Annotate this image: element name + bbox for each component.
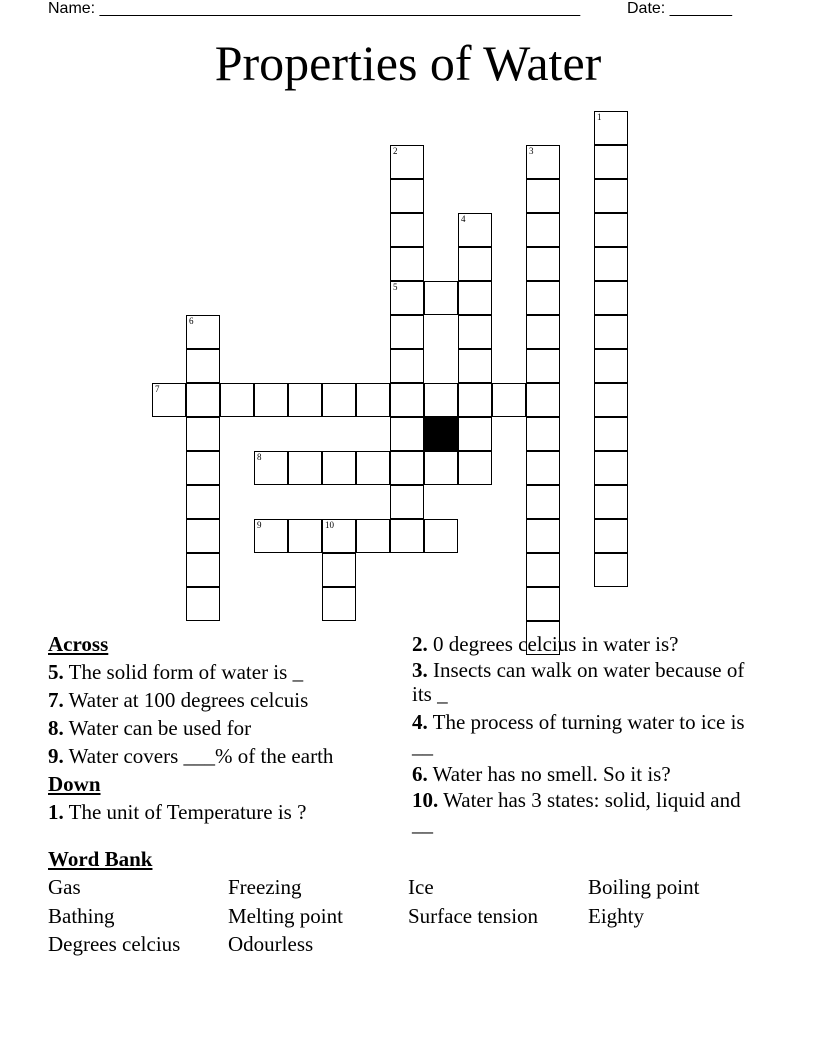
crossword-cell[interactable] [594,111,628,145]
crossword-cell[interactable] [526,247,560,281]
clue-text: The solid form of water is _ [63,660,304,684]
crossword-cell[interactable] [356,383,390,417]
crossword-cell[interactable] [594,145,628,179]
clue-text: Water at 100 degrees celcuis [63,688,309,712]
crossword-cell[interactable] [526,179,560,213]
across-heading: Across [48,632,109,656]
clue-across-7 [48,688,393,716]
crossword-cell[interactable] [186,485,220,519]
crossword-cell[interactable] [458,383,492,417]
clue-down-2 [412,632,762,656]
crossword-cell[interactable] [186,349,220,383]
cell-number: 9 [257,520,262,530]
crossword-cell[interactable] [220,383,254,417]
crossword-cell[interactable] [526,349,560,383]
clues-right-column [412,632,762,840]
crossword-cell[interactable] [186,417,220,451]
clue-text: The process of turning water to ice is __ [412,710,745,758]
crossword-cell[interactable] [526,281,560,315]
crossword-cell[interactable] [594,485,628,519]
clue-number: 10. [412,788,439,812]
clue-number: 8. [48,716,64,740]
word-bank-item: Freezing [228,875,302,899]
crossword-cell[interactable] [458,451,492,485]
crossword-cell[interactable] [594,383,628,417]
down-heading: Down [48,772,101,796]
crossword-cell[interactable] [390,349,424,383]
clue-text: Insects can walk on water because of its _ [412,658,745,706]
crossword-cell[interactable] [254,519,288,553]
crossword-cell[interactable] [390,179,424,213]
crossword-cell[interactable] [526,383,560,417]
cell-number: 3 [529,146,534,156]
crossword-cell[interactable] [356,519,390,553]
clue-down-3 [412,658,762,706]
clue-down-10 [412,788,762,836]
crossword-cell[interactable] [390,247,424,281]
crossword-cell[interactable] [458,315,492,349]
word-bank-item: Ice [408,875,434,899]
clue-number: 5. [48,660,64,684]
crossword-cell[interactable] [424,281,458,315]
crossword-cell[interactable] [390,281,424,315]
clue-number: 7. [48,688,64,712]
clue-text: 0 degrees celcius in water is? [427,632,679,656]
cell-number: 6 [189,316,194,326]
clue-number: 4. [412,710,428,734]
crossword-cell[interactable] [390,383,424,417]
crossword-cell[interactable] [186,553,220,587]
crossword-cell[interactable] [356,451,390,485]
cell-number: 10 [325,520,334,530]
word-bank-item: Gas [48,875,81,899]
clue-number: 9. [48,744,64,768]
crossword-cell[interactable] [390,519,424,553]
page-title: Properties of Water [214,35,602,91]
cell-number: 2 [393,146,398,156]
clue-across-9 [48,744,393,772]
crossword-block [424,417,458,451]
clue-down-4 [412,710,762,758]
crossword-cell[interactable] [594,247,628,281]
crossword-cell[interactable] [186,383,220,417]
crossword-cell[interactable] [594,213,628,247]
cell-number: 8 [257,452,262,462]
word-bank-item: Eighty [588,904,644,928]
crossword-cell[interactable] [390,485,424,519]
clue-number: 3. [412,658,428,682]
crossword-cell[interactable] [594,315,628,349]
crossword-cell[interactable] [594,451,628,485]
crossword-cell[interactable] [424,519,458,553]
crossword-cell[interactable] [594,281,628,315]
crossword-cell[interactable] [594,553,628,587]
clue-across-8 [48,716,393,744]
crossword-cell[interactable] [458,349,492,383]
word-bank-heading: Word Bank [48,847,153,871]
crossword-cell[interactable] [390,213,424,247]
clue-down-1 [48,800,393,828]
word-bank-item: Degrees celcius [48,932,181,956]
crossword-cell[interactable] [526,553,560,587]
crossword-cell[interactable] [322,451,356,485]
clue-text: Water has no smell. So it is? [427,762,671,786]
clue-text: Water covers ___% of the earth [63,744,334,768]
crossword-cell[interactable] [458,213,492,247]
crossword-cell[interactable] [458,417,492,451]
crossword-cell[interactable] [390,315,424,349]
clue-text: The unit of Temperature is ? [63,800,307,824]
cell-number: 5 [393,282,398,292]
cell-number: 7 [155,384,160,394]
clue-number: 1. [48,800,64,824]
clue-number: 2. [412,632,428,656]
crossword-cell[interactable] [288,383,322,417]
crossword-cell[interactable] [526,519,560,553]
crossword-cell[interactable] [288,519,322,553]
crossword-cell[interactable] [322,587,356,621]
crossword-cell[interactable] [458,281,492,315]
cell-number: 4 [461,214,466,224]
clues-left-column [48,632,393,828]
crossword-cell[interactable] [594,179,628,213]
crossword-cell[interactable] [322,519,356,553]
crossword-cell[interactable] [594,417,628,451]
crossword-cell[interactable] [458,247,492,281]
word-bank-item: Surface tension [408,904,539,928]
crossword-cell[interactable] [152,383,186,417]
crossword-cell[interactable] [526,587,560,621]
crossword-cell[interactable] [492,383,526,417]
word-bank-item: Bathing [48,904,115,928]
word-bank-item: Odourless [228,932,314,956]
word-bank-item: Melting point [228,904,343,928]
crossword-cell[interactable] [390,145,424,179]
name-field[interactable]: Name: ______________________________________________________ [48,0,581,17]
crossword-cell[interactable] [254,451,288,485]
crossword-cell[interactable] [186,315,220,349]
crossword-cell[interactable] [322,553,356,587]
clue-number: 6. [412,762,428,786]
clue-text: Water has 3 states: solid, liquid and __ [412,788,741,836]
crossword-cell[interactable] [526,315,560,349]
crossword-cell[interactable] [526,485,560,519]
cell-number: 1 [597,112,602,122]
crossword-cell[interactable] [594,349,628,383]
clue-across-5 [48,660,393,688]
date-field[interactable]: Date: _______ [627,0,732,17]
clue-text: Water can be used for [63,716,252,740]
crossword-cell[interactable] [186,587,220,621]
crossword-cell[interactable] [526,417,560,451]
crossword-cell[interactable] [526,145,560,179]
crossword-cell[interactable] [186,519,220,553]
crossword-cell[interactable] [254,383,288,417]
crossword-cell[interactable] [594,519,628,553]
crossword-cell[interactable] [424,383,458,417]
crossword-cell[interactable] [322,383,356,417]
crossword-cell[interactable] [526,213,560,247]
crossword-cell[interactable] [390,451,424,485]
clue-down-6 [412,762,762,786]
word-bank-item: Boiling point [588,875,700,899]
crossword-cell[interactable] [390,417,424,451]
crossword-cell[interactable] [186,451,220,485]
crossword-cell[interactable] [424,451,458,485]
crossword-cell[interactable] [288,451,322,485]
crossword-cell[interactable] [526,451,560,485]
